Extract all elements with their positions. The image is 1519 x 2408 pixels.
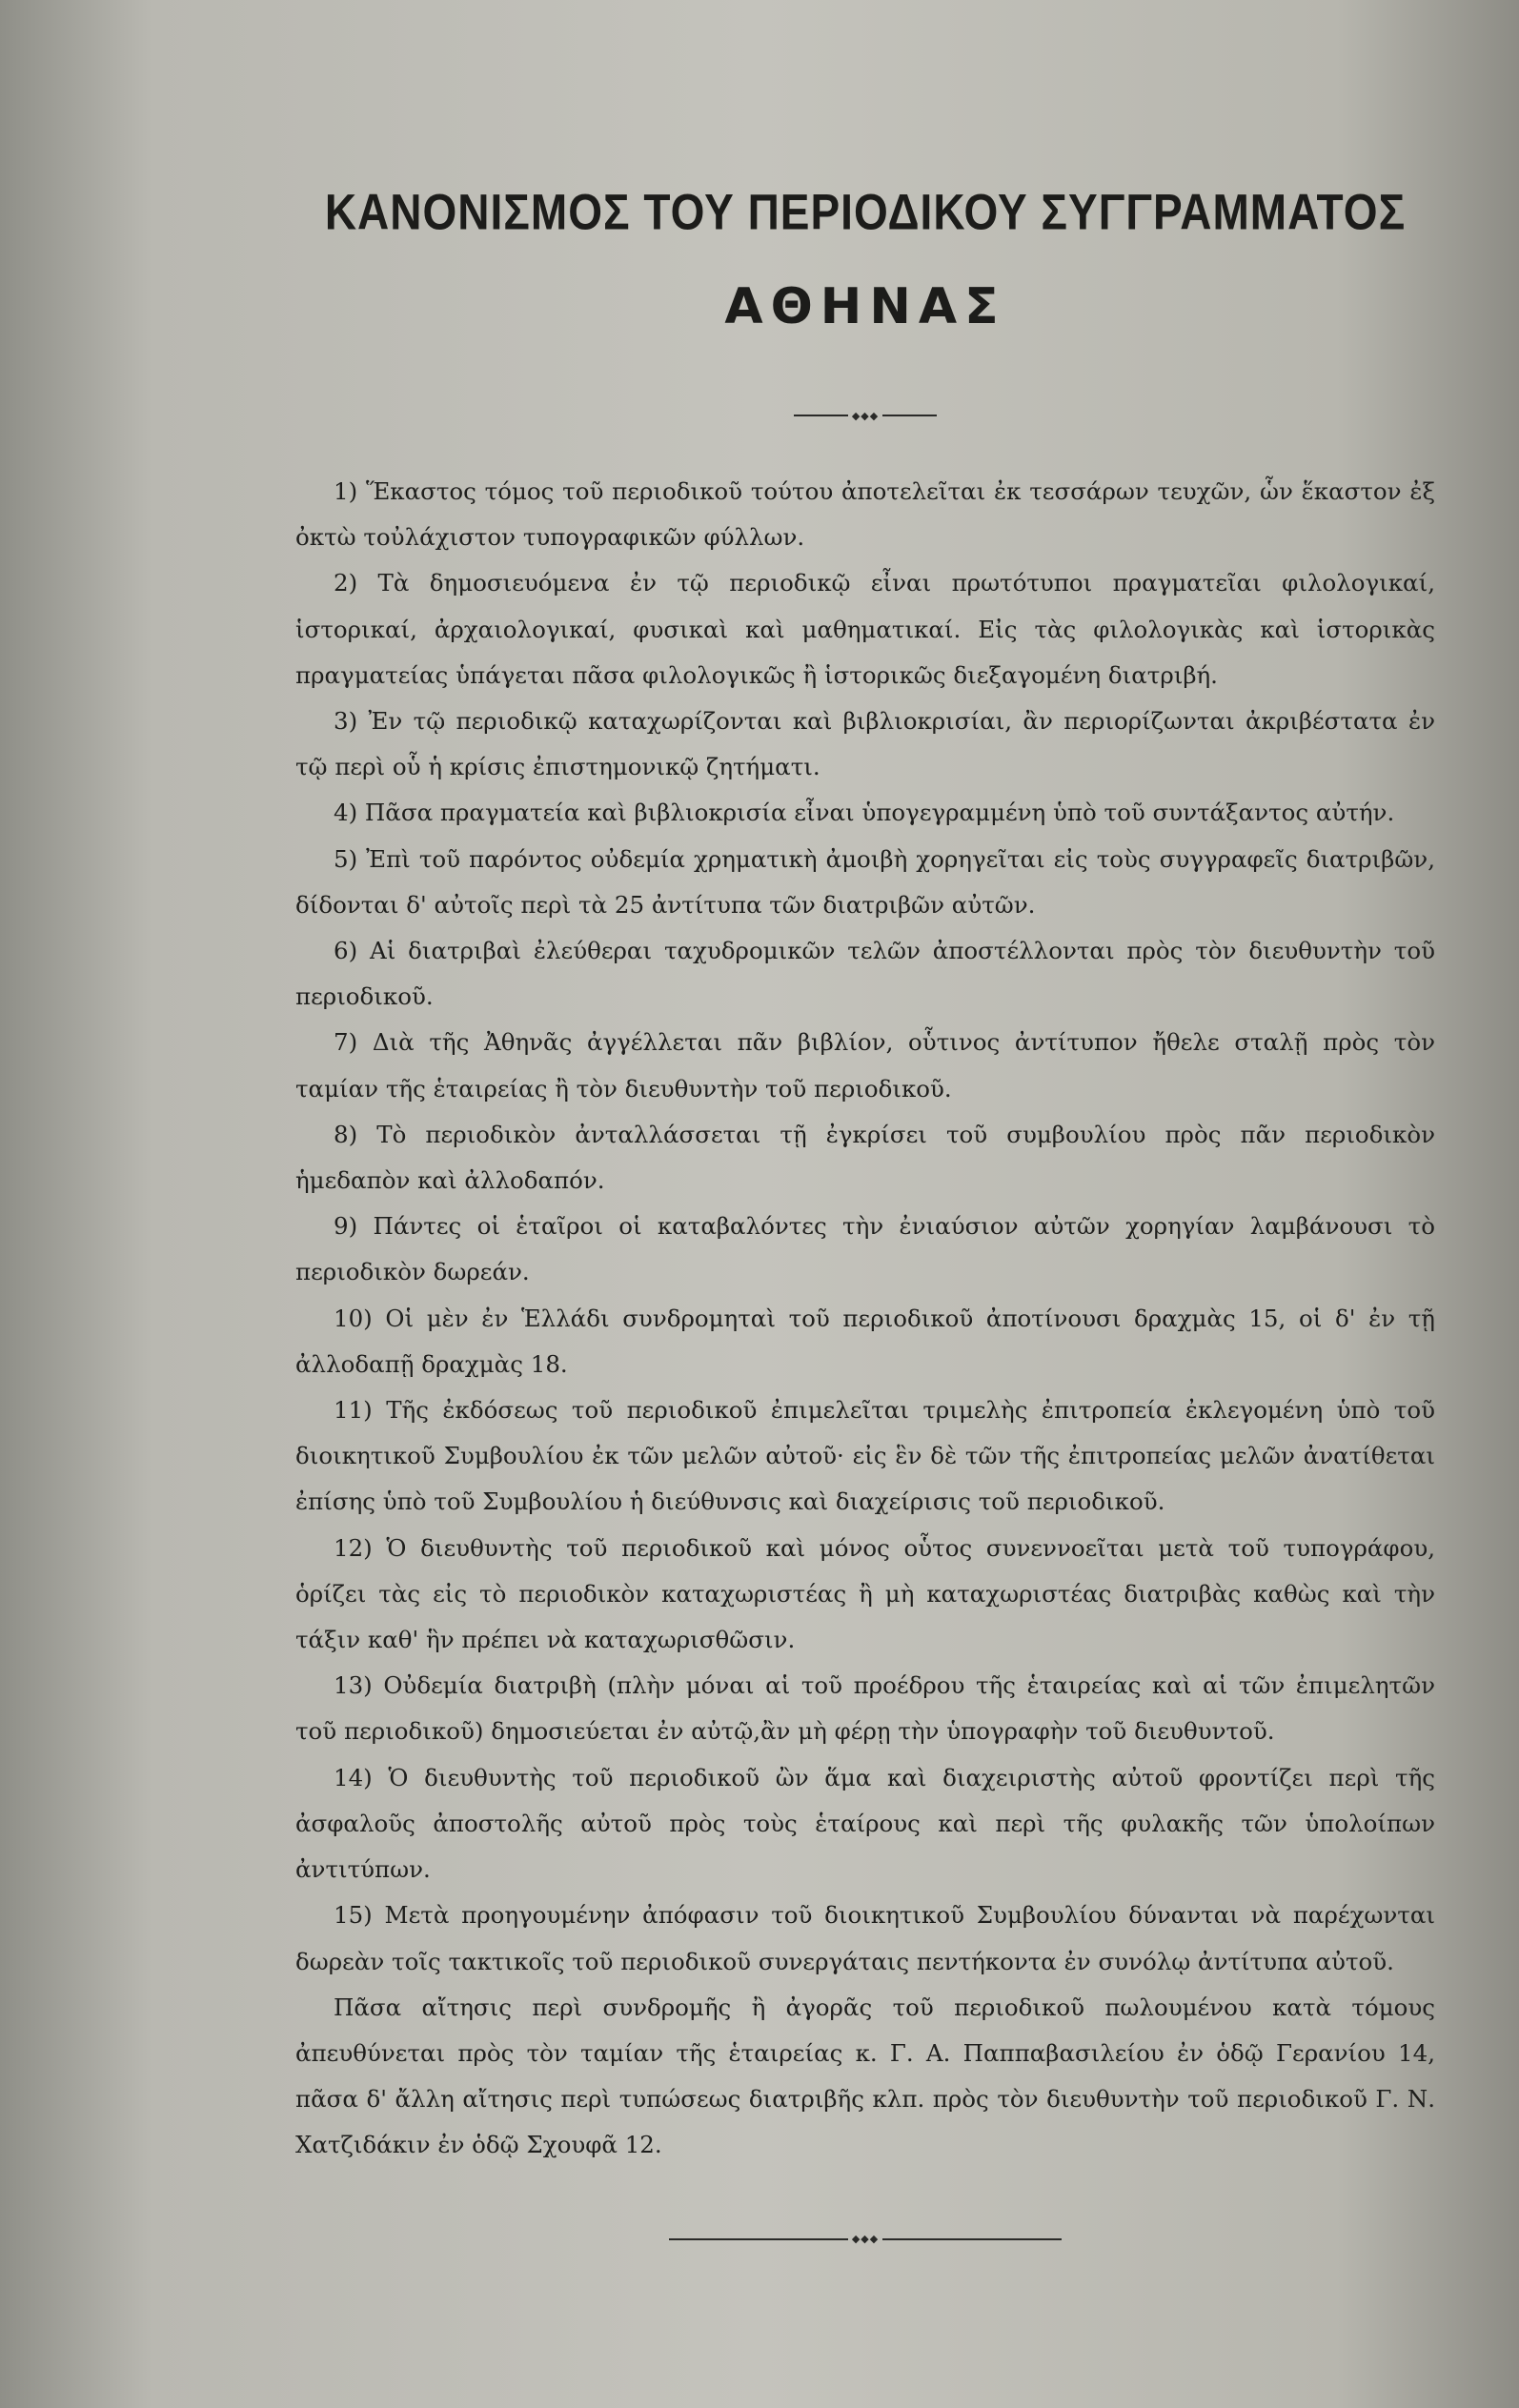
rule-paragraph: 15) Μετὰ προηγουμένην ἀπόφασιν τοῦ διοικητικοῦ Συμβουλίου δύνανται νὰ παρέχωνται δωρεὰν τοῖς τακτικοῖς τοῦ περιοδικοῦ συνεργάταις πεντήκοντα ἐν συνόλῳ ἀντίτυπα αὐτοῦ. xyxy=(295,1901,1435,1975)
rule-paragraph: 10) Οἱ μὲν ἐν Ἑλλάδι συνδρομηταὶ τοῦ περιοδικοῦ ἀποτίνουσι δραχμὰς 15, οἱ δ' ἐν τῇ ἀλλοδαπῇ δραχμὰς 18. xyxy=(295,1304,1435,1378)
page-content xyxy=(295,172,1435,2249)
rule-paragraph: 11) Τῆς ἐκδόσεως τοῦ περιοδικοῦ ἐπιμελεῖται τριμελὴς ἐπιτροπεία ἐκλεγομένη ὑπὸ τοῦ διοικητικοῦ Συμβουλίου ἐκ τῶν μελῶν αὐτοῦ· εἰς ἓν δὲ τῶν τῆς ἐπιτροπείας μελῶν ἀνατίθεται ἐπίσης ὑπὸ τοῦ Συμβουλίου ἡ διεύθυνσις καὶ διαχείρισις τοῦ περιοδικοῦ. xyxy=(295,1396,1435,1516)
rule-paragraph: 7) Διὰ τῆς Ἀθηνᾶς ἀγγέλλεται πᾶν βιβλίον, οὗτινος ἀντίτυπον ἤθελε σταλῇ πρὸς τὸν ταμίαν τῆς ἑταιρείας ἢ τὸν διευθυντὴν τοῦ περιοδικοῦ. xyxy=(295,1028,1435,1103)
rule-paragraph: 9) Πάντες οἱ ἑταῖροι οἱ καταβαλόντες τὴν ἐνιαύσιον αὐτῶν χορηγίαν λαμβάνουσι τὸ περιοδικὸν δωρεάν. xyxy=(295,1212,1435,1286)
subscription-notice: Πᾶσα αἴτησις περὶ συνδρομῆς ἢ ἀγορᾶς τοῦ περιοδικοῦ πωλουμένου κατὰ τόμους ἀπευθύνεται πρὸς τὸν ταμίαν τῆς ἑταιρείας κ. Γ. Α. Παππαβασιλείου ἐν ὁδῷ Γερανίου 14, πᾶσα δ' ἄλλη αἴτησις περὶ τυπώσεως διατριβῆς κλπ. πρὸς τὸν διευθυντὴν τοῦ περιοδικοῦ Γ. Ν. Χατζιδάκιν ἐν ὁδῷ Σχουφᾶ 12. xyxy=(295,1993,1435,2159)
ornament-rule-left xyxy=(794,415,848,416)
rule-paragraph: 1) Ἕκαστος τόμος τοῦ περιοδικοῦ τούτου ἀποτελεῖται ἐκ τεσσάρων τευχῶν, ὧν ἕκαστον ἐξ ὀκτὼ τοὐλάχιστον τυπογραφικῶν φύλλων. xyxy=(295,477,1435,552)
rule-paragraph: 3) Ἐν τῷ περιοδικῷ καταχωρίζονται καὶ βιβλιοκρισίαι, ἂν περιορίζωνται ἀκριβέστατα ἐν τῷ περὶ οὗ ἡ κρίσις ἐπιστημονικῷ ζητήματι. xyxy=(295,707,1435,781)
rule-paragraph: 6) Αἱ διατριβαὶ ἐλεύθεραι ταχυδρομικῶν τελῶν ἀποστέλλονται πρὸς τὸν διευθυντὴν τοῦ περιοδικοῦ. xyxy=(295,937,1435,1011)
rule-paragraph: 2) Τὰ δημοσιευόμενα ἐν τῷ περιοδικῷ εἶναι πρωτότυποι πραγματεῖαι φιλολογικαί, ἱστορικαί, ἀρχαιολογικαί, φυσικαὶ καὶ μαθηματικαί. Εἰς τὰς φιλολογικὰς καὶ ἱστορικὰς πραγματείας ὑπάγεται πᾶσα φιλολογικῶς ἢ ἱστορικῶς διεξαγομένη διατριβή. xyxy=(295,569,1435,689)
page-subtitle: ΑΘΗΝΑΣ xyxy=(724,278,1006,335)
rule-paragraph: 4) Πᾶσα πραγματεία καὶ βιβλιοκρισία εἶναι ὑπογεγραμμένη ὑπὸ τοῦ συντάξαντος αὐτήν. xyxy=(334,799,1395,827)
ornament-rule-right xyxy=(882,2238,1062,2240)
rule-paragraph: 14) Ὁ διευθυντὴς τοῦ περιοδικοῦ ὢν ἅμα καὶ διαχειριστὴς αὐτοῦ φροντίζει περὶ τῆς ἀσφαλοῦς ἀποστολῆς αὐτοῦ πρὸς τοὺς ἑταίρους καὶ περὶ τῆς φυλακῆς τῶν ὑπολοίπων ἀντιτύπων. xyxy=(295,1763,1435,1884)
bottom-ornament-divider xyxy=(669,2230,1062,2249)
page-title: ΚΑΝΟΝΙΣΜΟΣ ΤΟΥ ΠΕΡΙΟΔΙΚΟΥ ΣΥΓΓΡΑΜΜΑΤΟΣ xyxy=(324,183,1407,240)
top-ornament-divider xyxy=(794,406,937,425)
ornament-diamonds: ◆◆◆ xyxy=(851,409,880,422)
rule-paragraph: 13) Οὐδεμία διατριβὴ (πλὴν μόναι αἱ τοῦ προέδρου τῆς ἑταιρείας καὶ αἱ τῶν ἐπιμελητῶν τοῦ περιοδικοῦ) δημοσιεύεται ἐν αὐτῷ,ἂν μὴ φέρῃ τὴν ὑπογραφὴν τοῦ διευθυντοῦ. xyxy=(295,1671,1435,1746)
ornament-rule-right xyxy=(882,415,937,416)
ornament-rule-left xyxy=(669,2238,848,2240)
rule-paragraph: 12) Ὁ διευθυντὴς τοῦ περιοδικοῦ καὶ μόνος οὗτος συνεννοεῖται μετὰ τοῦ τυπογράφου, ὁρίζει τὰς εἰς τὸ περιοδικὸν καταχωριστέας ἢ μὴ καταχωριστέας διατριβὰς καθὼς καὶ τὴν τάξιν καθ' ἣν πρέπει νὰ καταχωρισθῶσιν. xyxy=(295,1533,1435,1654)
ornament-diamonds: ◆◆◆ xyxy=(851,2233,880,2246)
rule-paragraph: 8) Τὸ περιοδικὸν ἀνταλλάσσεται τῇ ἐγκρίσει τοῦ συμβουλίου πρὸς πᾶν περιοδικὸν ἡμεδαπὸν καὶ ἀλλοδαπόν. xyxy=(295,1120,1435,1195)
rule-paragraph: 5) Ἐπὶ τοῦ παρόντος οὐδεμία χρηματικὴ ἀμοιβὴ χορηγεῖται εἰς τοὺς συγγραφεῖς διατριβῶν, δίδονται δ' αὐτοῖς περὶ τὰ 25 ἀντίτυπα τῶν διατριβῶν αὐτῶν. xyxy=(295,844,1435,919)
rules-list xyxy=(295,469,1435,2169)
